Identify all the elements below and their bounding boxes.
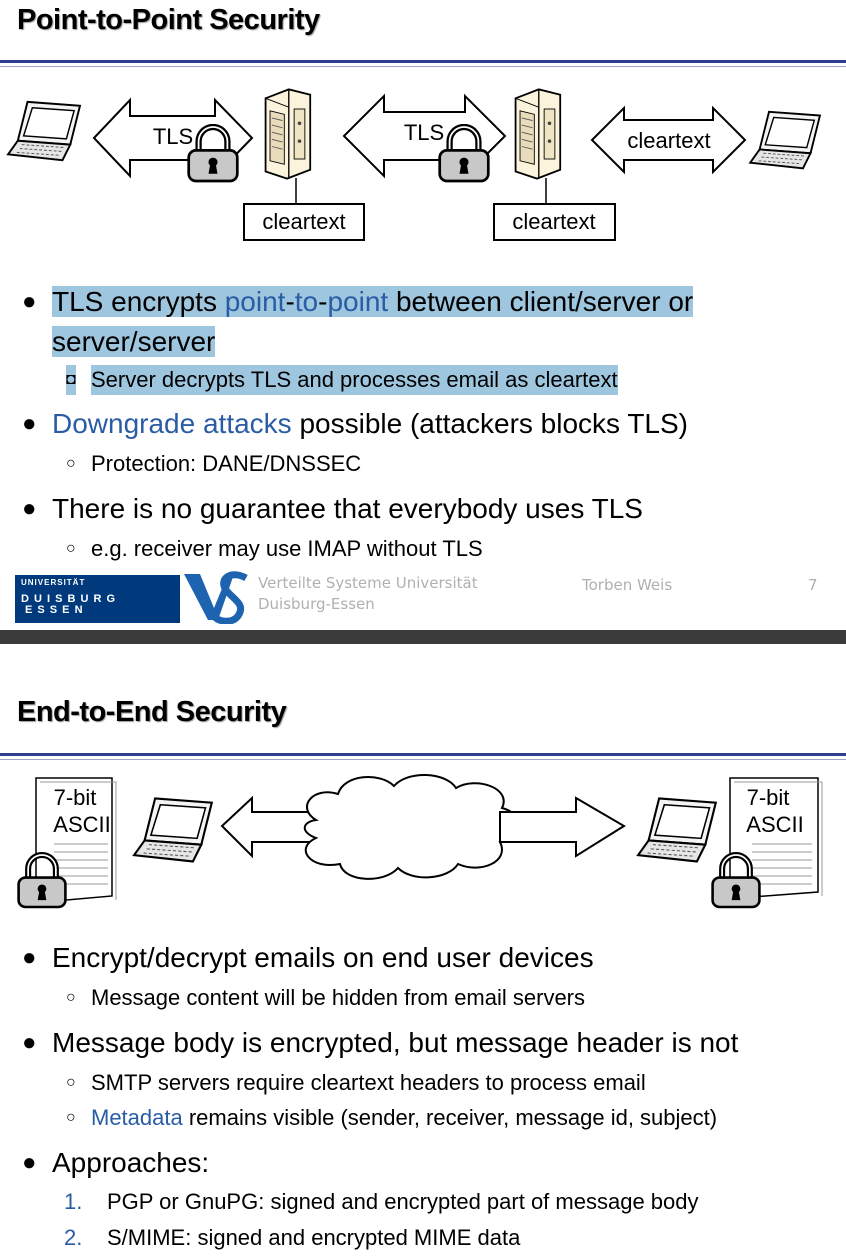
doc-left-line2: ASCII — [53, 812, 111, 837]
list-item-text: S/MIME: signed and encrypted MIME data — [107, 1225, 521, 1250]
sub-bullet-text: remains visible (sender, receiver, message id, subject) — [182, 1105, 718, 1130]
slide-title: End-to-End Security — [17, 696, 287, 728]
bullet-dot: ● — [22, 288, 37, 315]
bullet-text: possible (attackers blocks TLS) — [291, 408, 688, 439]
bullet-dot: ○ — [66, 1109, 76, 1126]
bullet-dot: ○ — [66, 989, 76, 1006]
arrow-to-recipient — [500, 798, 624, 856]
cleartext-arrow-label: cleartext — [627, 128, 711, 153]
list-number: 1. — [64, 1189, 83, 1214]
bullet-text: between client/server or — [388, 286, 694, 317]
bullet-dot: ○ — [66, 1074, 76, 1091]
internet-cloud-icon — [305, 775, 519, 879]
bullet-term: Downgrade attacks — [52, 408, 292, 439]
recipient-laptop-icon — [750, 112, 820, 169]
sub-bullet-text: SMTP servers require cleartext headers to process email — [91, 1070, 646, 1095]
bullet-dot: ● — [22, 410, 37, 437]
title-rule — [0, 60, 846, 63]
bullet-text: TLS encrypts — [52, 286, 225, 317]
sub-bullet-text: Protection: DANE/DNSSEC — [91, 451, 362, 476]
doc-right-line2: ASCII — [746, 812, 804, 837]
footer-org-line2: Duisburg-Essen — [258, 595, 375, 613]
bullet-text: - — [318, 286, 328, 317]
tls-label-middle: TLS — [403, 120, 445, 145]
bullet-text: There is no guarantee that everybody uses TLS — [52, 493, 643, 524]
client-laptop-icon — [8, 102, 80, 160]
footer-page-number: 7 — [808, 576, 818, 594]
bullet-term: to — [294, 286, 319, 317]
bullet-dot: ● — [22, 1149, 37, 1176]
footer-org-line1: Verteilte Systeme Universität — [258, 574, 478, 592]
recipient-laptop-icon — [638, 798, 716, 861]
bullet-dot: ◘ — [66, 365, 76, 395]
title-rule — [0, 753, 846, 756]
bullet-dot: ○ — [66, 540, 76, 557]
bullet-term: point — [327, 286, 389, 317]
end-to-end-diagram — [0, 768, 846, 918]
slide-end-to-end — [0, 644, 846, 1257]
point-to-point-diagram — [0, 70, 846, 250]
mail-server-icon — [516, 89, 561, 178]
university-logo — [15, 575, 180, 623]
slide-separator — [0, 630, 846, 644]
cleartext-box-2-label: cleartext — [512, 209, 596, 234]
list-item-text: PGP or GnuPG: signed and encrypted part of message body — [107, 1189, 699, 1214]
slide-footer — [0, 568, 846, 624]
bullet-dot: ● — [22, 944, 37, 971]
logo-text: E S S E N — [25, 604, 84, 616]
bullet-dot: ● — [22, 495, 37, 522]
bullet-text: Approaches: — [52, 1147, 210, 1178]
sender-laptop-icon — [134, 798, 212, 861]
bullet-dot: ○ — [66, 455, 76, 472]
tls-label-left: TLS — [152, 124, 194, 149]
title-rule-thin — [0, 66, 846, 67]
title-rule-thin — [0, 759, 846, 760]
doc-right-line1: 7-bit — [746, 785, 790, 810]
sub-bullet-text: Server decrypts TLS and processes email as cleartext — [91, 365, 618, 395]
bullet-term: point — [224, 286, 286, 317]
list-number: 2. — [64, 1225, 83, 1250]
cleartext-box-1-label: cleartext — [262, 209, 346, 234]
slide-title: Point-to-Point Security — [17, 4, 320, 36]
sub-bullet-text: Message content will be hidden from email servers — [91, 985, 586, 1010]
doc-left-line1: 7-bit — [53, 785, 97, 810]
sub-bullet-text: e.g. receiver may use IMAP without TLS — [91, 536, 483, 561]
bullet-text: - — [285, 286, 295, 317]
sub-bullet-term: Metadata — [91, 1105, 183, 1130]
bullet-dot: ● — [22, 1029, 37, 1056]
bullet-text: Encrypt/decrypt emails on end user devices — [52, 942, 594, 973]
vs-logo-icon — [180, 568, 250, 624]
bullet-text: Message body is encrypted, but message header is not — [52, 1027, 739, 1058]
logo-text: UNIVERSITÄT — [21, 578, 86, 587]
footer-author: Torben Weis — [582, 576, 673, 594]
mail-server-icon — [266, 89, 311, 178]
bullet-text: server/server — [52, 326, 216, 357]
logo-text: D U I S B U R G — [21, 593, 117, 605]
